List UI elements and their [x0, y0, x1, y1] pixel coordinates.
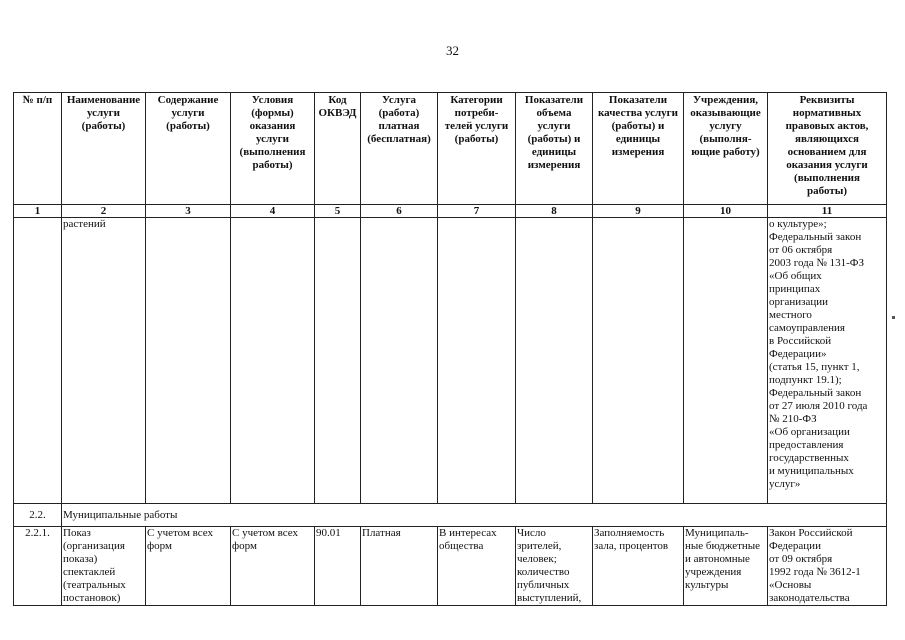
table-cell [14, 218, 62, 504]
section-row [14, 504, 887, 527]
header-service-name: Наименование услуги (работы) [62, 93, 146, 205]
item-content: С учетом всех форм [146, 527, 231, 606]
column-number: 6 [361, 205, 438, 218]
item-quality: Заполняемость зала, процентов [593, 527, 684, 606]
item-volume: Число зрителей, человек; количество публичных выступлений, [516, 527, 593, 606]
services-table [13, 92, 887, 606]
table-row [14, 527, 887, 606]
header-legal-acts: Реквизиты нормативных правовых актов, являющихся основанием для оказания услуги (выполнения работы) [768, 93, 887, 205]
header-volume: Показатели объема услуги (работы) и единицы измерения [516, 93, 593, 205]
column-number: 5 [315, 205, 361, 218]
item-consumers: В интересах общества [438, 527, 516, 606]
item-conditions: С учетом всех форм [231, 527, 315, 606]
column-number: 1 [14, 205, 62, 218]
table-cell [516, 218, 593, 504]
header-paid: Услуга (работа) платная (бесплатная) [361, 93, 438, 205]
table-cell [231, 218, 315, 504]
header-number: № п/п [14, 93, 62, 205]
column-number: 9 [593, 205, 684, 218]
section-number: 2.2. [14, 504, 62, 527]
column-number: 3 [146, 205, 231, 218]
item-name: Показ (организация показа) спектаклей (театральных постановок) [62, 527, 146, 606]
header-institutions: Учреждения, оказывающие услугу (выполня- ющие работу) [684, 93, 768, 205]
table-row [14, 218, 887, 504]
header-consumers: Категории потреби- телей услуги (работы) [438, 93, 516, 205]
table-cell [315, 218, 361, 504]
header-conditions: Условия (формы) оказания услуги (выполнения работы) [231, 93, 315, 205]
item-legal-acts: Закон Российской Федерации от 09 октября 1992 года № 3612-1 «Основы законодательства [768, 527, 887, 606]
table-cell [684, 218, 768, 504]
scan-speck [892, 316, 895, 319]
column-number: 2 [62, 205, 146, 218]
page-number: 32 [446, 43, 459, 58]
item-okved: 90.01 [315, 527, 361, 606]
header-okved: Код ОКВЭД [315, 93, 361, 205]
item-number: 2.2.1. [14, 527, 62, 606]
column-number: 10 [684, 205, 768, 218]
header-quality: Показатели качества услуги (работы) и единицы измерения [593, 93, 684, 205]
table-cell [146, 218, 231, 504]
table-cell: растений [62, 218, 146, 504]
item-institutions: Муниципаль- ные бюджетные и автономные учреждения культуры [684, 527, 768, 606]
column-number: 7 [438, 205, 516, 218]
column-number: 11 [768, 205, 887, 218]
item-paid: Платная [361, 527, 438, 606]
column-numbers-row [14, 205, 887, 218]
table-cell [361, 218, 438, 504]
header-row [14, 93, 887, 205]
table-cell-legal-acts: о культуре»; Федеральный закон от 06 октября 2003 года № 131-ФЗ «Об общих принципах организации местного самоуправления в Российской Федерации» (статья 15, пункт 1, подпункт 19.1); Федеральный закон от 27 июля 2010 года № 210-ФЗ «Об организации предоставления государственных и муниципальных услуг» [768, 218, 887, 504]
section-title: Муниципальные работы [62, 504, 887, 527]
column-number: 8 [516, 205, 593, 218]
column-number: 4 [231, 205, 315, 218]
header-service-content: Содержание услуги (работы) [146, 93, 231, 205]
table-cell [593, 218, 684, 504]
table-cell [438, 218, 516, 504]
